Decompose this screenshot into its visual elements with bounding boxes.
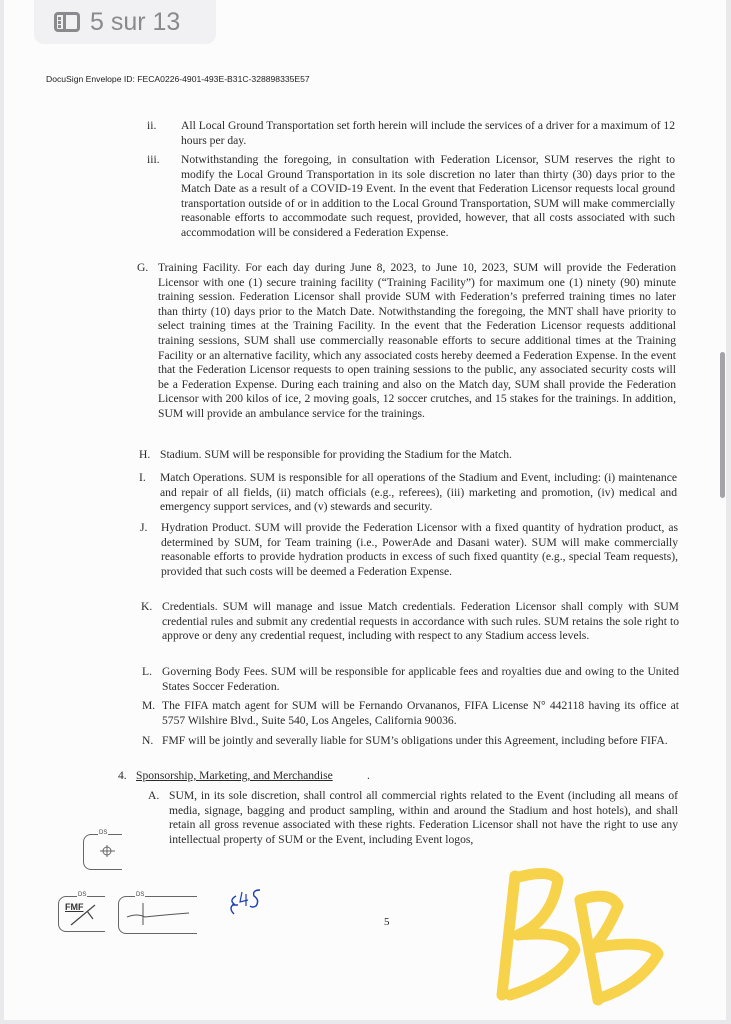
- item-ii: All Local Ground Transportation set forth herein will include the services of a driver for a maximum of 12 hours per day.: [181, 119, 675, 147]
- item-label: I.: [139, 471, 146, 484]
- item-g-training-facility: Training Facility. For each day during June 8, 2023, to June 10, 2023, SUM will provide the Federation Licensor with one (1) secure training facility (“Training Facility”) for maximum one (1) ninety (90) minute training session. Federation Licensor shall provide SUM with Federation’s preferred training times no later than thirty (10) days prior to the Match Date. Notwithstanding the foregoing, the MNT shall have priority to select training times at the Training Facility. In the event that the Federation Licensor requests additional training sessions, SUM shall use commercially reasonable efforts to secure additional times at the Training Facility or an alternative facility, which any associated costs hereby deemed a Federation Expense. In the event that the Federation Licensor requests to open training sessions to the public, any associated security costs will be a Federation Expense. During each training and also on the Match day, SUM shall provide the Federation Licensor with 200 kilos of ice, 2 moving goals, 12 soccer crutches, and 15 stakes for the trainings. In addition, SUM will provide an ambulance service for the trainings.: [158, 261, 676, 420]
- section-title: Sponsorship, Marketing, and Merchandise: [136, 769, 333, 782]
- item-label: L.: [142, 665, 152, 678]
- item-n-fmf-liability: FMF will be jointly and severally liable for SUM’s obligations under this Agreement, including before FIFA.: [162, 734, 668, 747]
- initials-mark: [123, 901, 193, 931]
- fmf-mark: FMF: [65, 902, 84, 912]
- item-label: G.: [137, 261, 149, 274]
- item-l-governing-fees: Governing Body Fees. SUM will be responsible for applicable fees and royalties due and owing to the United States Soccer Federation.: [162, 665, 679, 693]
- handwritten-initials-eks: [226, 886, 266, 920]
- vertical-scrollbar[interactable]: [720, 352, 725, 498]
- ds-tag: DS: [78, 892, 87, 898]
- ds-tag: DS: [136, 892, 145, 898]
- item-label: J.: [140, 521, 148, 534]
- section-number: 4.: [118, 769, 127, 782]
- ds-tag: DS: [99, 830, 108, 836]
- sidebar-icon[interactable]: [54, 12, 80, 32]
- item-label: K.: [141, 600, 153, 613]
- item-label: M.: [142, 699, 156, 712]
- item-label: N.: [142, 734, 154, 747]
- section-title-period: .: [367, 769, 370, 782]
- highlighter-initials-bb: [480, 860, 680, 1010]
- item-j-hydration: Hydration Product. SUM will provide the Federation Licensor with a fixed quantity of hydration product, as determined by SUM, for Team training (i.e., PowerAde and Dasani water). SUM will make commercially reasonable efforts to provide hydration products in excess of such fixed quantity (e.g., special Team requests), provided that such costs will be deemed a Federation Expense.: [161, 521, 678, 578]
- docusign-envelope-id: DocuSign Envelope ID: FECA0226-4901-493E-B31C-328898335E57: [46, 74, 310, 84]
- page-indicator-text: 5 sur 13: [90, 7, 181, 36]
- item-k-credentials: Credentials. SUM will manage and issue Match credentials. Federation Licensor shall comply with SUM credential rules and submit any credential requests in accordance with such rules. SUM retains the sole right to approve or deny any credential request, including with respect to any Stadium access levels.: [162, 600, 679, 643]
- item-4a-commercial-rights: SUM, in its sole discretion, shall control all commercial rights related to the Event (including all means of media, signage, bagging and product sampling, within and around the Stadium and host hotels), and shall retain all gross revenue associated with these rights. Federation Licensor shall not have the right to use any intellectual property of SUM or the Event, including Event logos,: [169, 789, 678, 846]
- item-iii: Notwithstanding the foregoing, in consultation with Federation Licensor, SUM reserves the right to modify the Local Ground Transportation in its sole discretion no later than thirty (30) days prior to the Match Date as a result of a COVID-19 Event. In the event that Federation Licensor requests local ground transportation outside of or in addition to the Local Ground Transportation, SUM will make commercially reasonable efforts to accommodate such request, provided, however, that all costs associated with such accommodation will be considered a Federation Expense.: [181, 153, 675, 239]
- initials-box: [83, 830, 122, 870]
- item-label: iii.: [147, 153, 160, 166]
- fmf-signature-mark: [69, 901, 99, 927]
- initials-mark: [98, 844, 118, 858]
- item-i-match-operations: Match Operations. SUM is responsible for all operations of the Stadium and Event, including: (i) maintenance and repair of all fields, (ii) match officials (e.g., referees), (iii) marketing and promotion, (iv) medical and emergency support services, and (v) stewards and security.: [160, 471, 677, 514]
- page-indicator[interactable]: [34, 0, 216, 44]
- item-label: ii.: [147, 119, 157, 132]
- page-number: 5: [384, 916, 390, 928]
- item-m-fifa-agent: The FIFA match agent for SUM will be Fernando Orvananos, FIFA License N° 442118 having its office at 5757 Wilshire Blvd., Suite 540, Los Angeles, California 90036.: [162, 699, 679, 727]
- initials-box-fmf: [58, 892, 105, 932]
- item-label: H.: [139, 448, 151, 461]
- item-label: A.: [148, 789, 160, 802]
- initials-box: [118, 892, 197, 934]
- item-h-stadium: Stadium. SUM will be responsible for providing the Stadium for the Match.: [160, 448, 512, 461]
